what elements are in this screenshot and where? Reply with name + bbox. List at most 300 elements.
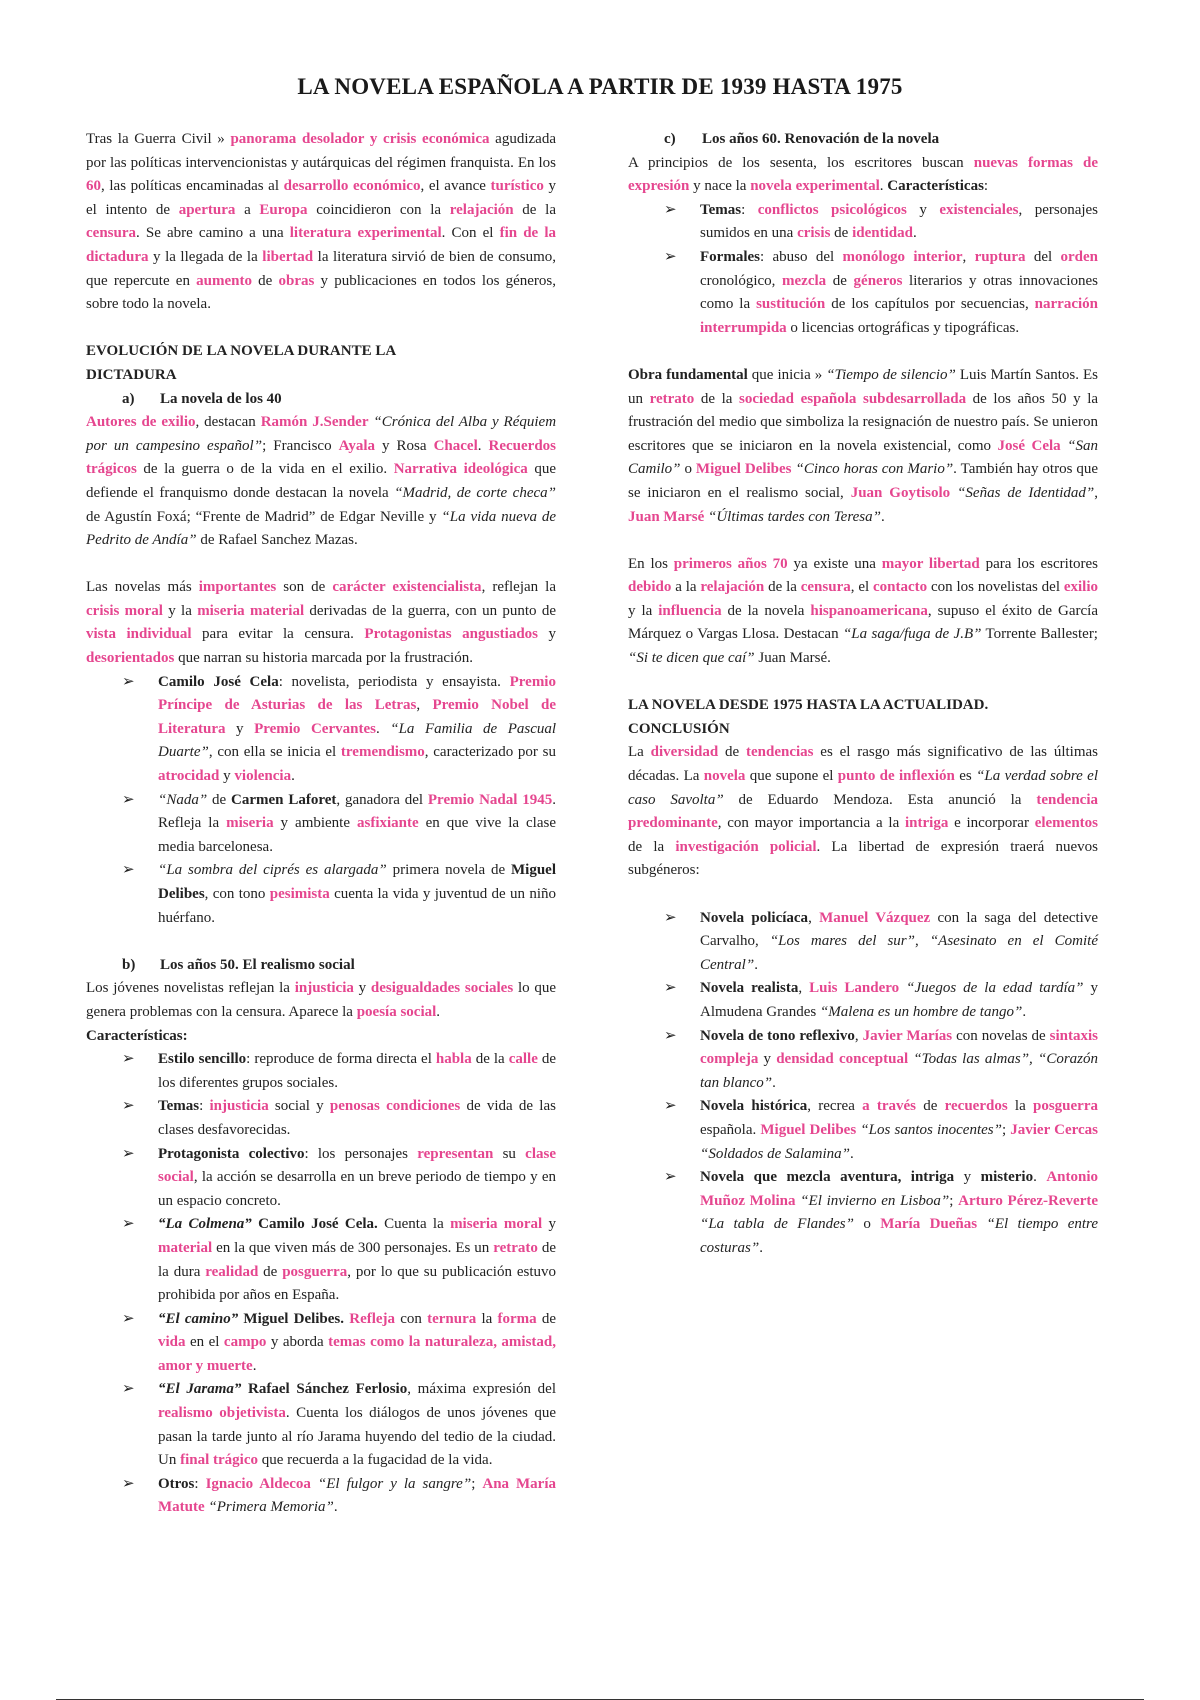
text-run: tremendismo	[340, 744, 425, 761]
text-run: misterio	[980, 1169, 1034, 1186]
text-run: ;	[1001, 1121, 1011, 1138]
text-run: agudizada por las políticas intervencionistas y autárquicas del régimen franquista. En los	[86, 131, 556, 171]
text-run: , el avance	[420, 178, 491, 195]
section-a-paragraph-1	[86, 411, 556, 553]
text-run: Tras la Guerra Civil »	[86, 131, 231, 147]
text-run: tendencias	[745, 744, 814, 761]
text-run: atrocidad	[158, 768, 220, 785]
text-run: retrato	[493, 1239, 538, 1256]
text-run: “La saga/fuga de J.B”	[842, 626, 982, 643]
text-run: Novela realista	[700, 980, 799, 997]
text-run: . Con el	[441, 225, 500, 242]
text-run: de los años 50 y la frustración del medio que simboliza la resignación de nuestro país. Se unieron escritores que se iniciaron en la novela existencial, como	[628, 390, 1099, 454]
text-run: “Si te dicen que caí”	[628, 650, 755, 667]
text-run: de la	[471, 1051, 509, 1068]
text-run: . Refleja la	[158, 791, 556, 832]
section-a-heading: a) La novela de los 40	[122, 390, 282, 407]
text-run: de la	[764, 579, 801, 596]
since-1975-heading: LA NOVELA DESDE 1975 HASTA LA ACTUALIDAD. CONCLUSIÓN	[628, 697, 989, 737]
text-run: María Dueñas	[880, 1216, 978, 1233]
text-run: y	[538, 626, 557, 643]
text-run: de	[207, 791, 232, 808]
text-run: ,	[914, 933, 930, 950]
arrow-bullet-icon: ➢	[122, 791, 135, 808]
text-run: Las novelas más	[86, 579, 199, 596]
text-run: “El camino”	[158, 1310, 239, 1327]
text-run: diversidad	[650, 744, 719, 761]
text-run: lo que genera problemas con la censura. Aparece la	[86, 980, 557, 1020]
text-run: miseria material	[197, 602, 305, 619]
text-run: y publicaciones en todos los géneros, sobre todo la novela.	[86, 272, 556, 313]
text-run: sintaxis compleja	[700, 1027, 1098, 1068]
text-run: Javier Marías	[862, 1027, 953, 1044]
text-run: con los novelistas del	[927, 579, 1064, 596]
text-run: Premio Cervantes	[254, 720, 376, 737]
section-c-bullet-list	[628, 199, 1098, 341]
section-b-bullet-list	[86, 1048, 556, 1520]
text-run: :	[983, 178, 989, 195]
text-run: ya existe una	[787, 555, 882, 572]
text-run: y la	[162, 602, 198, 619]
text-run: coincidieron con la	[307, 201, 450, 218]
arrow-bullet-icon: ➢	[122, 673, 135, 690]
text-run: nuevas formas de expresión	[628, 154, 1098, 195]
key-work-paragraph	[628, 364, 1098, 529]
text-run: , con ella se inicia el	[208, 744, 341, 761]
text-run: , con mayor importancia a la	[717, 815, 905, 832]
text-run: social y	[268, 1098, 330, 1115]
text-run	[311, 1476, 318, 1492]
text-run: violencia	[234, 768, 292, 785]
text-run: Obra fundamental	[628, 366, 748, 383]
text-run: “Los mares del sur”	[769, 933, 915, 950]
text-run: de los diferentes grupos sociales.	[158, 1051, 557, 1091]
text-run: forma	[497, 1310, 537, 1327]
text-run: Temas	[700, 201, 742, 218]
conclusion-paragraph	[628, 741, 1098, 883]
text-run: española.	[700, 1121, 761, 1138]
text-run: y	[542, 1216, 556, 1233]
text-run: Miguel Delibes	[760, 1121, 857, 1138]
text-run: libertad	[262, 248, 314, 265]
text-run: posguerra	[1033, 1098, 1098, 1115]
text-run: y la llegada de la	[148, 248, 263, 265]
text-run: , con tono	[204, 886, 270, 902]
text-run: es el rasgo más significativo de las últimas décadas. La	[628, 744, 1098, 785]
text-run: y	[225, 720, 255, 737]
text-run: géneros	[853, 272, 903, 289]
text-run: desigualdades sociales	[370, 980, 514, 997]
text-run: densidad conceptual	[776, 1051, 909, 1068]
text-run: monólogo interior	[842, 248, 963, 265]
text-run: obras	[278, 272, 315, 289]
bullet-item	[86, 1048, 556, 1095]
text-run: contacto	[873, 579, 928, 596]
text-run: novela	[703, 768, 746, 785]
text-run: En los	[628, 555, 674, 572]
text-run: “Nada”	[158, 791, 208, 808]
arrow-bullet-icon: ➢	[664, 1098, 677, 1115]
text-run: . Cuenta los diálogos de unos jóvenes que pasan la tarde junto al río Jarama huyendo del tedio de la ciudad. Un	[158, 1405, 557, 1469]
text-run: de	[826, 272, 854, 289]
text-run: a través	[862, 1098, 916, 1115]
text-run: “La tabla de Flandes”	[700, 1216, 854, 1233]
right-column	[628, 128, 1098, 1261]
text-run: Premio Nadal 1945	[427, 791, 553, 808]
text-run: realismo objetivista	[158, 1405, 286, 1422]
text-run: . La libertad de expresión traerá nuevos subgéneros:	[628, 838, 1099, 879]
text-run: “Soldados de Salamina”	[700, 1145, 851, 1162]
text-run: : abuso del	[759, 248, 843, 265]
text-run: , recrea	[807, 1098, 863, 1115]
text-run: Otros	[158, 1475, 195, 1492]
text-run: material	[158, 1239, 213, 1256]
text-run: de Agustín Foxá; “Frente de Madrid” de Edgar Neville y	[86, 508, 442, 525]
arrow-bullet-icon: ➢	[122, 862, 135, 879]
text-run: Miguel Delibes.	[238, 1310, 345, 1327]
text-run: “Los santos inocentes”	[860, 1121, 1002, 1138]
text-run: relajación	[449, 201, 514, 218]
text-run: de la guerra o de la vida en el exilio.	[136, 461, 394, 478]
text-run: representan	[417, 1145, 494, 1162]
text-run: conflictos psicológicos	[757, 201, 907, 218]
text-run: desorientados	[86, 650, 175, 667]
text-run: ,	[808, 909, 820, 926]
text-run: José Cela	[997, 437, 1061, 454]
text-run: “El invierno en Lisboa”	[800, 1192, 950, 1209]
text-run: A principios de los sesenta, los escritores buscan	[628, 154, 974, 171]
text-run: .	[912, 225, 917, 242]
section-a-bullet-list	[86, 671, 556, 931]
text-run: Refleja	[349, 1310, 396, 1327]
text-run: vista individual	[86, 626, 192, 643]
text-run: ruptura	[974, 248, 1026, 265]
text-run: .	[333, 1499, 338, 1516]
text-run: Europa	[259, 201, 308, 218]
text-run: de	[718, 744, 746, 761]
text-run: : los personajes	[304, 1145, 418, 1162]
text-run: “Primera Memoria”	[208, 1499, 334, 1516]
text-run: sustitución	[756, 296, 826, 313]
text-run: , personajes sumidos en una	[700, 201, 1099, 242]
text-run: Protagonista colectivo	[158, 1145, 305, 1162]
text-run: .	[291, 768, 295, 785]
text-run: Luis Martín Santos. Es un	[628, 366, 1098, 407]
text-run: de vida de las clases desfavorecidas.	[158, 1098, 556, 1138]
text-run: crisis moral	[86, 602, 163, 619]
text-run: .	[1022, 1003, 1027, 1020]
bullet-item	[628, 977, 1098, 1024]
intro-paragraph	[86, 128, 556, 317]
page-title: LA NOVELA ESPAÑOLA A PARTIR DE 1939 HASTA 1975	[297, 74, 903, 99]
text-run: exilio	[1063, 579, 1099, 596]
text-run: Juan Goytisolo	[850, 484, 951, 501]
text-run: y el intento de	[86, 178, 556, 218]
text-run: crisis	[797, 225, 831, 242]
text-run: retrato	[649, 390, 695, 407]
text-run: asfixiante	[356, 815, 419, 832]
text-run: miseria	[226, 815, 274, 832]
text-run: turístico	[490, 178, 544, 195]
text-run: penosas condiciones	[329, 1098, 461, 1115]
text-run: elementos	[1034, 815, 1098, 832]
text-run: Javier Cercas	[1010, 1121, 1098, 1138]
text-run: : novelista, periodista y ensayista.	[278, 673, 510, 690]
text-run: , las políticas encaminadas al	[101, 178, 284, 195]
text-run: que inicia »	[747, 366, 827, 383]
left-column	[86, 128, 556, 1520]
text-run: , supuso el éxito de García Márquez o Vargas Llosa. Destacan	[628, 602, 1099, 643]
text-run: ,	[416, 697, 433, 714]
evolution-heading: EVOLUCIÓN DE LA NOVELA DURANTE LA DICTADURA	[86, 343, 397, 383]
text-run: , caracterizado por su	[424, 744, 556, 761]
text-run: calle	[508, 1051, 538, 1068]
text-run: “San Camilo”	[628, 437, 1099, 478]
bullet-item	[86, 789, 556, 860]
text-run: y	[219, 768, 235, 785]
text-run: que narran su historia marcada por la frustración.	[174, 650, 473, 667]
arrow-bullet-icon: ➢	[122, 1381, 135, 1398]
bullet-item	[628, 1166, 1098, 1260]
text-run: “La vida nueva de Pedrito de Andía”	[86, 508, 557, 549]
text-run: primera novela de	[386, 862, 512, 879]
section-a-paragraph-2	[86, 576, 556, 670]
arrow-bullet-icon: ➢	[122, 1475, 135, 1492]
section-c-paragraph	[628, 152, 1098, 199]
text-run: y	[906, 201, 940, 218]
text-run: novela experimental	[750, 178, 880, 195]
text-run: Carmen Laforet	[231, 791, 337, 808]
bullet-item	[628, 907, 1098, 978]
arrow-bullet-icon: ➢	[122, 1051, 135, 1068]
text-run: “Cinco horas con Mario”	[795, 461, 954, 478]
text-run: Novela policíaca	[700, 909, 809, 926]
text-run: Recuerdos trágicos	[86, 437, 557, 478]
text-run: .	[850, 1145, 854, 1162]
text-run: miseria moral	[450, 1216, 543, 1233]
text-run: , destacan	[195, 414, 261, 431]
text-run: Torrente Ballester;	[981, 626, 1098, 643]
text-run: carácter existencialista	[332, 579, 482, 596]
text-run: .	[477, 437, 489, 454]
text-run: de Rafael Sanchez Mazas.	[196, 532, 358, 549]
text-run: : reproduce de forma directa el	[246, 1051, 436, 1068]
text-run: :	[194, 1475, 206, 1492]
text-run: sociedad española subdesarrollada	[739, 390, 967, 407]
arrow-bullet-icon: ➢	[664, 909, 677, 926]
text-run: “Últimas tardes con Teresa”	[708, 508, 881, 525]
text-run: Los jóvenes novelistas reflejan la	[86, 980, 295, 997]
text-run: .	[880, 508, 885, 525]
text-run: , máxima expresión del	[407, 1381, 556, 1398]
text-run: primeros años 70	[673, 555, 788, 572]
text-run: investigación policial	[675, 838, 817, 855]
conclusion-bullet-list	[628, 907, 1098, 1261]
text-run: ,	[1094, 484, 1098, 501]
arrow-bullet-icon: ➢	[664, 1027, 677, 1044]
text-run: 60	[86, 178, 101, 195]
text-run: son de	[276, 579, 333, 596]
text-run: existenciales	[939, 201, 1019, 218]
arrow-bullet-icon: ➢	[664, 980, 677, 997]
text-run: ,	[798, 980, 810, 997]
text-run: pesimista	[269, 886, 330, 902]
text-run: que supone el	[745, 768, 838, 785]
bullet-item	[86, 671, 556, 789]
text-run: “El fulgor y la sangre”	[317, 1475, 472, 1492]
text-run: e incorporar	[948, 815, 1035, 832]
text-run: censura	[800, 579, 851, 596]
text-run: Antonio Muñoz Molina	[700, 1169, 1099, 1209]
text-run: y	[758, 1051, 777, 1068]
text-run: , reflejan la	[481, 579, 557, 596]
text-run: Chacel	[433, 437, 478, 454]
text-run: , ganadora del	[336, 791, 428, 808]
text-run: Ramón J.Sender	[260, 414, 369, 431]
text-run: su	[493, 1145, 526, 1162]
text-run: desarrollo económico	[283, 178, 421, 195]
text-run: ,	[854, 1027, 863, 1044]
text-run: de la dura	[158, 1239, 556, 1280]
text-run: y	[353, 980, 371, 997]
text-run: .	[754, 956, 758, 973]
arrow-bullet-icon: ➢	[122, 1310, 135, 1327]
text-run: la	[476, 1310, 498, 1327]
text-run: y Rosa	[375, 437, 434, 454]
text-run: . También hay otros que se iniciaron en el realismo social,	[628, 461, 1099, 501]
text-run: Manuel Vázquez	[819, 909, 931, 926]
text-run: vida	[158, 1334, 186, 1351]
text-run: Protagonistas angustiados	[364, 626, 538, 643]
bullet-item	[86, 1378, 556, 1472]
text-run: Juan Marsé.	[754, 650, 831, 667]
text-run: en que vive la clase media barcelonesa.	[158, 815, 556, 855]
arrow-bullet-icon: ➢	[122, 1098, 135, 1115]
text-run: , el	[850, 579, 873, 596]
text-run: y Almudena Grandes	[700, 980, 1099, 1020]
text-run: narración interrumpida	[700, 296, 1098, 336]
text-run: recuerdos	[944, 1098, 1008, 1115]
text-run: fin de la dictadura	[86, 225, 556, 265]
text-run: “La verdad sobre el caso Savolta”	[628, 768, 1098, 808]
text-run: relajación	[700, 579, 765, 596]
text-run: la	[1007, 1098, 1033, 1115]
text-run: Temas	[158, 1098, 200, 1115]
text-run: Novela histórica	[700, 1098, 808, 1115]
text-run: final trágico	[180, 1452, 258, 1469]
text-run: Premio Príncipe de Asturias de las Letras	[158, 673, 556, 714]
text-run: apertura	[178, 201, 236, 218]
text-run: ,	[962, 248, 975, 265]
section-b-paragraph	[86, 977, 556, 1024]
text-run: y nace la	[689, 178, 751, 195]
bullet-item	[628, 199, 1098, 246]
text-run: Estilo sencillo	[158, 1051, 247, 1068]
text-run: ;	[471, 1475, 483, 1492]
text-run: tendencia predominante	[628, 791, 1098, 832]
arrow-bullet-icon: ➢	[122, 1216, 135, 1233]
text-run: debido	[628, 579, 672, 596]
text-run: :	[199, 1098, 210, 1115]
text-run: .	[879, 178, 888, 195]
text-run: , la acción se desarrolla en un breve periodo de tiempo y en un espacio concreto.	[158, 1169, 556, 1209]
text-run: “El tiempo entre costuras”	[700, 1216, 1098, 1256]
text-run: de	[252, 272, 279, 289]
text-run: la literatura sirvió de bien de consumo, que repercute en	[86, 248, 556, 289]
text-run: Narrativa ideológica	[393, 461, 528, 478]
text-run: de la novela	[721, 602, 811, 619]
text-run: o	[680, 461, 696, 478]
text-run: derivadas de la guerra, con un punto de	[304, 602, 557, 619]
text-run: .	[436, 1003, 441, 1020]
text-run: de la	[694, 390, 739, 407]
text-run: .	[252, 1357, 257, 1374]
text-run: realidad	[205, 1263, 259, 1280]
text-run: poesía social	[356, 1003, 437, 1020]
text-run: para evitar la censura.	[191, 626, 365, 643]
text-run: y	[954, 1169, 981, 1186]
text-run: cronológico,	[700, 272, 783, 289]
text-run: “Malena es un hombre de tango”	[819, 1003, 1023, 1020]
text-run: del	[1025, 248, 1061, 265]
text-run: Juan Marsé	[628, 508, 705, 525]
bullet-item	[628, 246, 1098, 340]
text-run: mayor libertad	[881, 555, 980, 572]
bullet-item	[86, 1473, 556, 1520]
text-run: “La Familia de Pascual Duarte”	[158, 720, 557, 761]
text-run: . Se abre camino a una	[136, 225, 290, 242]
text-run: Novela de tono reflexivo	[700, 1027, 855, 1044]
text-run: de	[258, 1263, 283, 1280]
text-run: con novelas de	[952, 1027, 1050, 1044]
text-run: literatura experimental	[289, 225, 442, 242]
text-run: censura	[86, 225, 136, 242]
section-b-features-label: Características:	[86, 1027, 188, 1044]
text-run: “El Jarama”	[158, 1381, 242, 1398]
arrow-bullet-icon: ➢	[664, 248, 677, 265]
text-run: Cuenta la	[377, 1216, 451, 1233]
text-run: temas como la naturaleza, amistad, amor y muerte	[158, 1334, 557, 1374]
text-run: y la	[628, 602, 659, 619]
text-run: Camilo José Cela	[158, 673, 279, 690]
text-run: Ignacio Aldecoa	[205, 1475, 311, 1492]
text-run: de	[915, 1098, 945, 1115]
text-run: de	[536, 1310, 557, 1327]
text-run: ; Francisco	[262, 437, 339, 454]
text-run: “La Colmena”	[158, 1216, 252, 1233]
text-run: .	[772, 1074, 776, 1091]
seventies-paragraph	[628, 553, 1098, 671]
text-run: Premio Nobel de Literatura	[158, 697, 557, 737]
text-run: de la	[513, 201, 556, 218]
text-run: “Tiempo de silencio”	[826, 366, 956, 383]
bullet-item	[86, 1308, 556, 1379]
text-run: que recuerda a la fugacidad de la vida.	[258, 1452, 493, 1469]
text-run: hispanoamericana	[810, 602, 928, 619]
text-run: clase social	[158, 1145, 556, 1186]
text-run: de la	[628, 838, 676, 855]
text-run: influencia	[658, 602, 722, 619]
text-run: injusticia	[209, 1098, 269, 1115]
text-run: a la	[671, 579, 701, 596]
section-c-heading: c) Los años 60. Renovación de la novela	[664, 131, 940, 147]
text-run: Características	[887, 178, 984, 195]
text-run: “Crónica del Alba y Réquiem por un campesino español”	[86, 414, 557, 454]
text-run: de Eduardo Mendoza. Esta anunció la	[723, 791, 1037, 808]
text-run: es	[954, 768, 977, 785]
text-run: injusticia	[294, 980, 354, 997]
text-run: con la saga del detective Carvalho,	[700, 909, 1098, 950]
